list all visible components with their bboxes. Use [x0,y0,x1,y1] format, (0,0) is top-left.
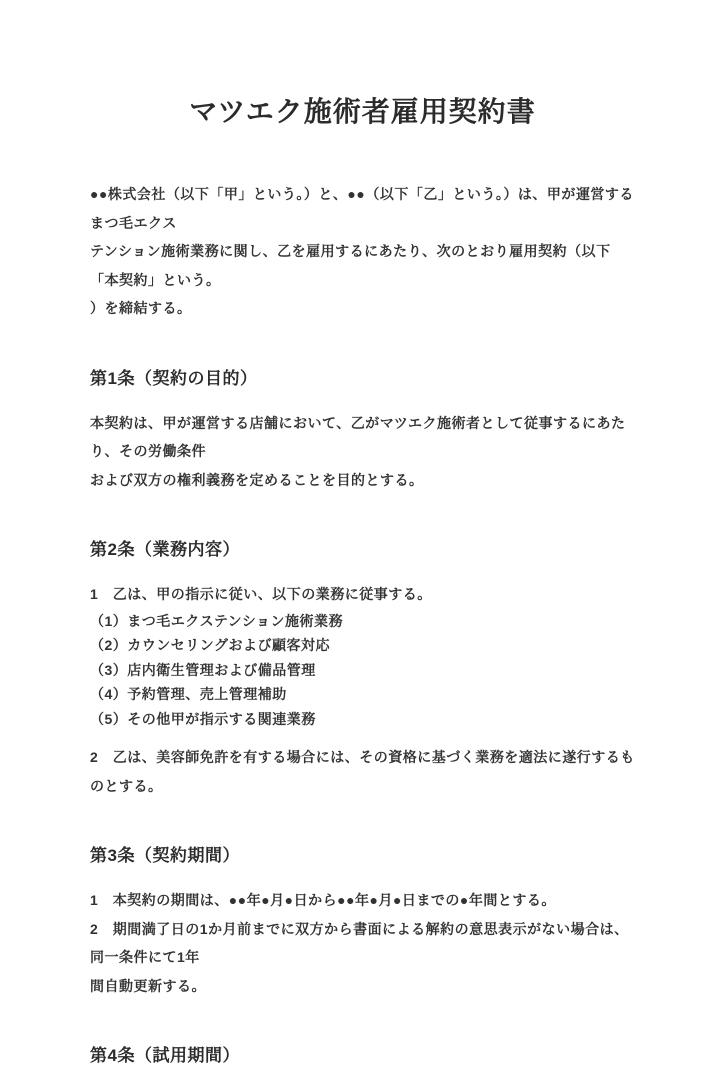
text-line: 2 期間満了日の1か月前までに双方から書面による解約の意思表示がない場合は、同一条件にて1年 [90,920,629,965]
section-3-clause-2 [90,915,635,1001]
section-2-list-item-5 [90,707,635,732]
section-3-heading: 第3条（契約期間） [90,846,240,865]
text-line: （4）予約管理、売上管理補助 [90,686,287,702]
text-line: 2 乙は、美容師免許を有する場合には、その資格に基づく業務を適法に遂行するものとする。 [90,749,635,794]
text-line: 本契約は、甲が運営する店舗において、乙がマツエク施術者として従事するにあたり、その労働条件 [90,414,626,459]
text-line: および双方の権利義務を定めることを目的とする。 [90,471,424,488]
intro-paragraph [90,180,635,323]
intro-line: ●●株式会社（以下「甲」という。）と、●●（以下「乙」という。）は、甲が運営するまつ毛エクス [90,186,634,231]
intro-line: ）を締結する。 [90,300,192,316]
section-2-list-item-1 [90,609,635,634]
text-line: （3）店内衛生管理および備品管理 [90,661,316,678]
text-line: 1 乙は、甲の指示に従い、以下の業務に従事する。 [90,586,432,602]
text-line: （5）その他甲が指示する関連業務 [90,710,316,727]
intro-line: テンション施術業務に関し、乙を雇用するにあたり、次のとおり雇用契約（以下「本契約」という。 [90,243,611,288]
section-3-clause-1 [90,886,635,915]
text-line: （2）カウンセリングおよび顧客対応 [90,637,331,653]
text-line: （1）まつ毛エクステンション施術業務 [90,612,344,629]
section-2-list-item-2 [90,633,635,658]
section-1-paragraph [90,409,635,495]
text-line: 間自動更新する。 [90,977,206,994]
document-title: マツエク施術者雇用契約書 [189,96,536,127]
section-2-list-item-4 [90,682,635,707]
text-line: 1 本契約の期間は、●●年●月●日から●●年●月●日までの●年間とする。 [90,892,556,908]
section-2-list-item-3 [90,658,635,683]
section-4-heading: 第4条（試用期間） [90,1046,240,1065]
section-2-clause-2 [90,743,635,800]
section-2-heading: 第2条（業務内容） [90,540,240,559]
section-1-heading: 第1条（契約の目的） [90,368,258,388]
section-2-clause-1 [90,580,635,609]
